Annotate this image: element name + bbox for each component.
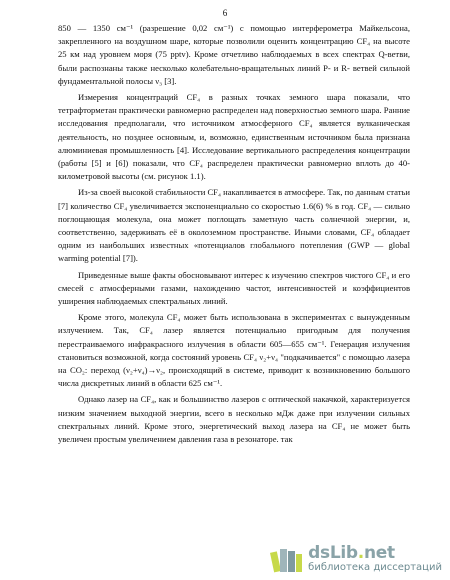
paragraph-4: Приведенные выше факты обосновывают интерес к изучению спектров чистого CF₄ и его смесей с атмосферными газами, нахождению частот, интенсивностей и коэффициентов уширения наблюдаемых спектральных линий. — [58, 269, 410, 307]
watermark-subtitle: библиотека диссертаций — [308, 562, 442, 573]
dslib-watermark — [270, 544, 442, 574]
watermark-brand: dsLib.net — [308, 543, 395, 563]
paragraph-2: Измерения концентраций CF₄ в разных точках земного шара показали, что тетрафторметан практически равномерно распределен над поверхностью земного шара. Ранние исследования предполагали, что источником атмосферного CF₄ является вулканическая деятельность, но позднее основным, и, возможно, единственным источником была признана алюминиевая промышленность [4]. Исследование вертикального распределения концентрации (работы [5] и [6]) показали, что CF₄ распределен практически равномерно вплоть до 40-километровой высоты (см. рисунок 1.1). — [58, 92, 410, 182]
paragraph-6: Однако лазер на CF₄, как и большинство лазеров с оптической накачкой, характеризуется низким значением выходной энергии, всего в несколько мДж даже при излучении сильных спектральных линий. Кроме этого, энергетический выход лазера на CF₄ не может быть увеличен простым увеличением давления газа в резонаторе. так — [58, 394, 410, 445]
paragraph-1: 850 — 1350 см⁻¹ (разрешение 0,02 см⁻¹) с помощью интерферометра Майкельсона, закрепленного на воздушном шаре, которые позволили оценить концентрацию CF₄ на высоте 25 км над уровнем моря (75 pptv). Кроме отчетливо наблюдаемых в всех спектрах Q-ветви, были распознаны также несколько колебательно-вращательных линий P- и R- ветвей сильной фундаментальной полосы ν₃ [3]. — [58, 23, 410, 86]
paragraph-5: Кроме этого, молекула CF₄ может быть использована в экспериментах с вынужденным излучением. Так, CF₄ лазер является потенциально пригодным для получения перестраиваемого инфракрасного излучения в области 605—655 см⁻¹. Генерация излучения становиться возможной, когда состояний уровень CF₄ ν₂+ν₄ "подкачивается" с помощью лазера на CO₂: переход (ν₂+ν₄)→ν₂, происходящий в системе, приводит к возникновению большого числа дискретных линий в области 625 см⁻¹. — [58, 312, 410, 389]
books-logo-icon — [270, 544, 304, 574]
page-number: 6 — [222, 8, 228, 18]
document-body — [58, 22, 410, 449]
paragraph-3: Из-за своей высокой стабильности CF₄ накапливается в атмосфере. Так, по данным статьи [7] количество CF₄ увеличивается экспоненциально со скоростью 1.6(6) % в год. CF₄ — сильно поглощающая молекула, она может поглощать заметную часть солнечной энергии, и, соответственно, задерживать её в околоземном пространстве. Иными словами, CF₄ обладает одним из наибольших известных «потенциалов глобального потепления (GWP — global warming potential [7]). — [58, 187, 410, 264]
